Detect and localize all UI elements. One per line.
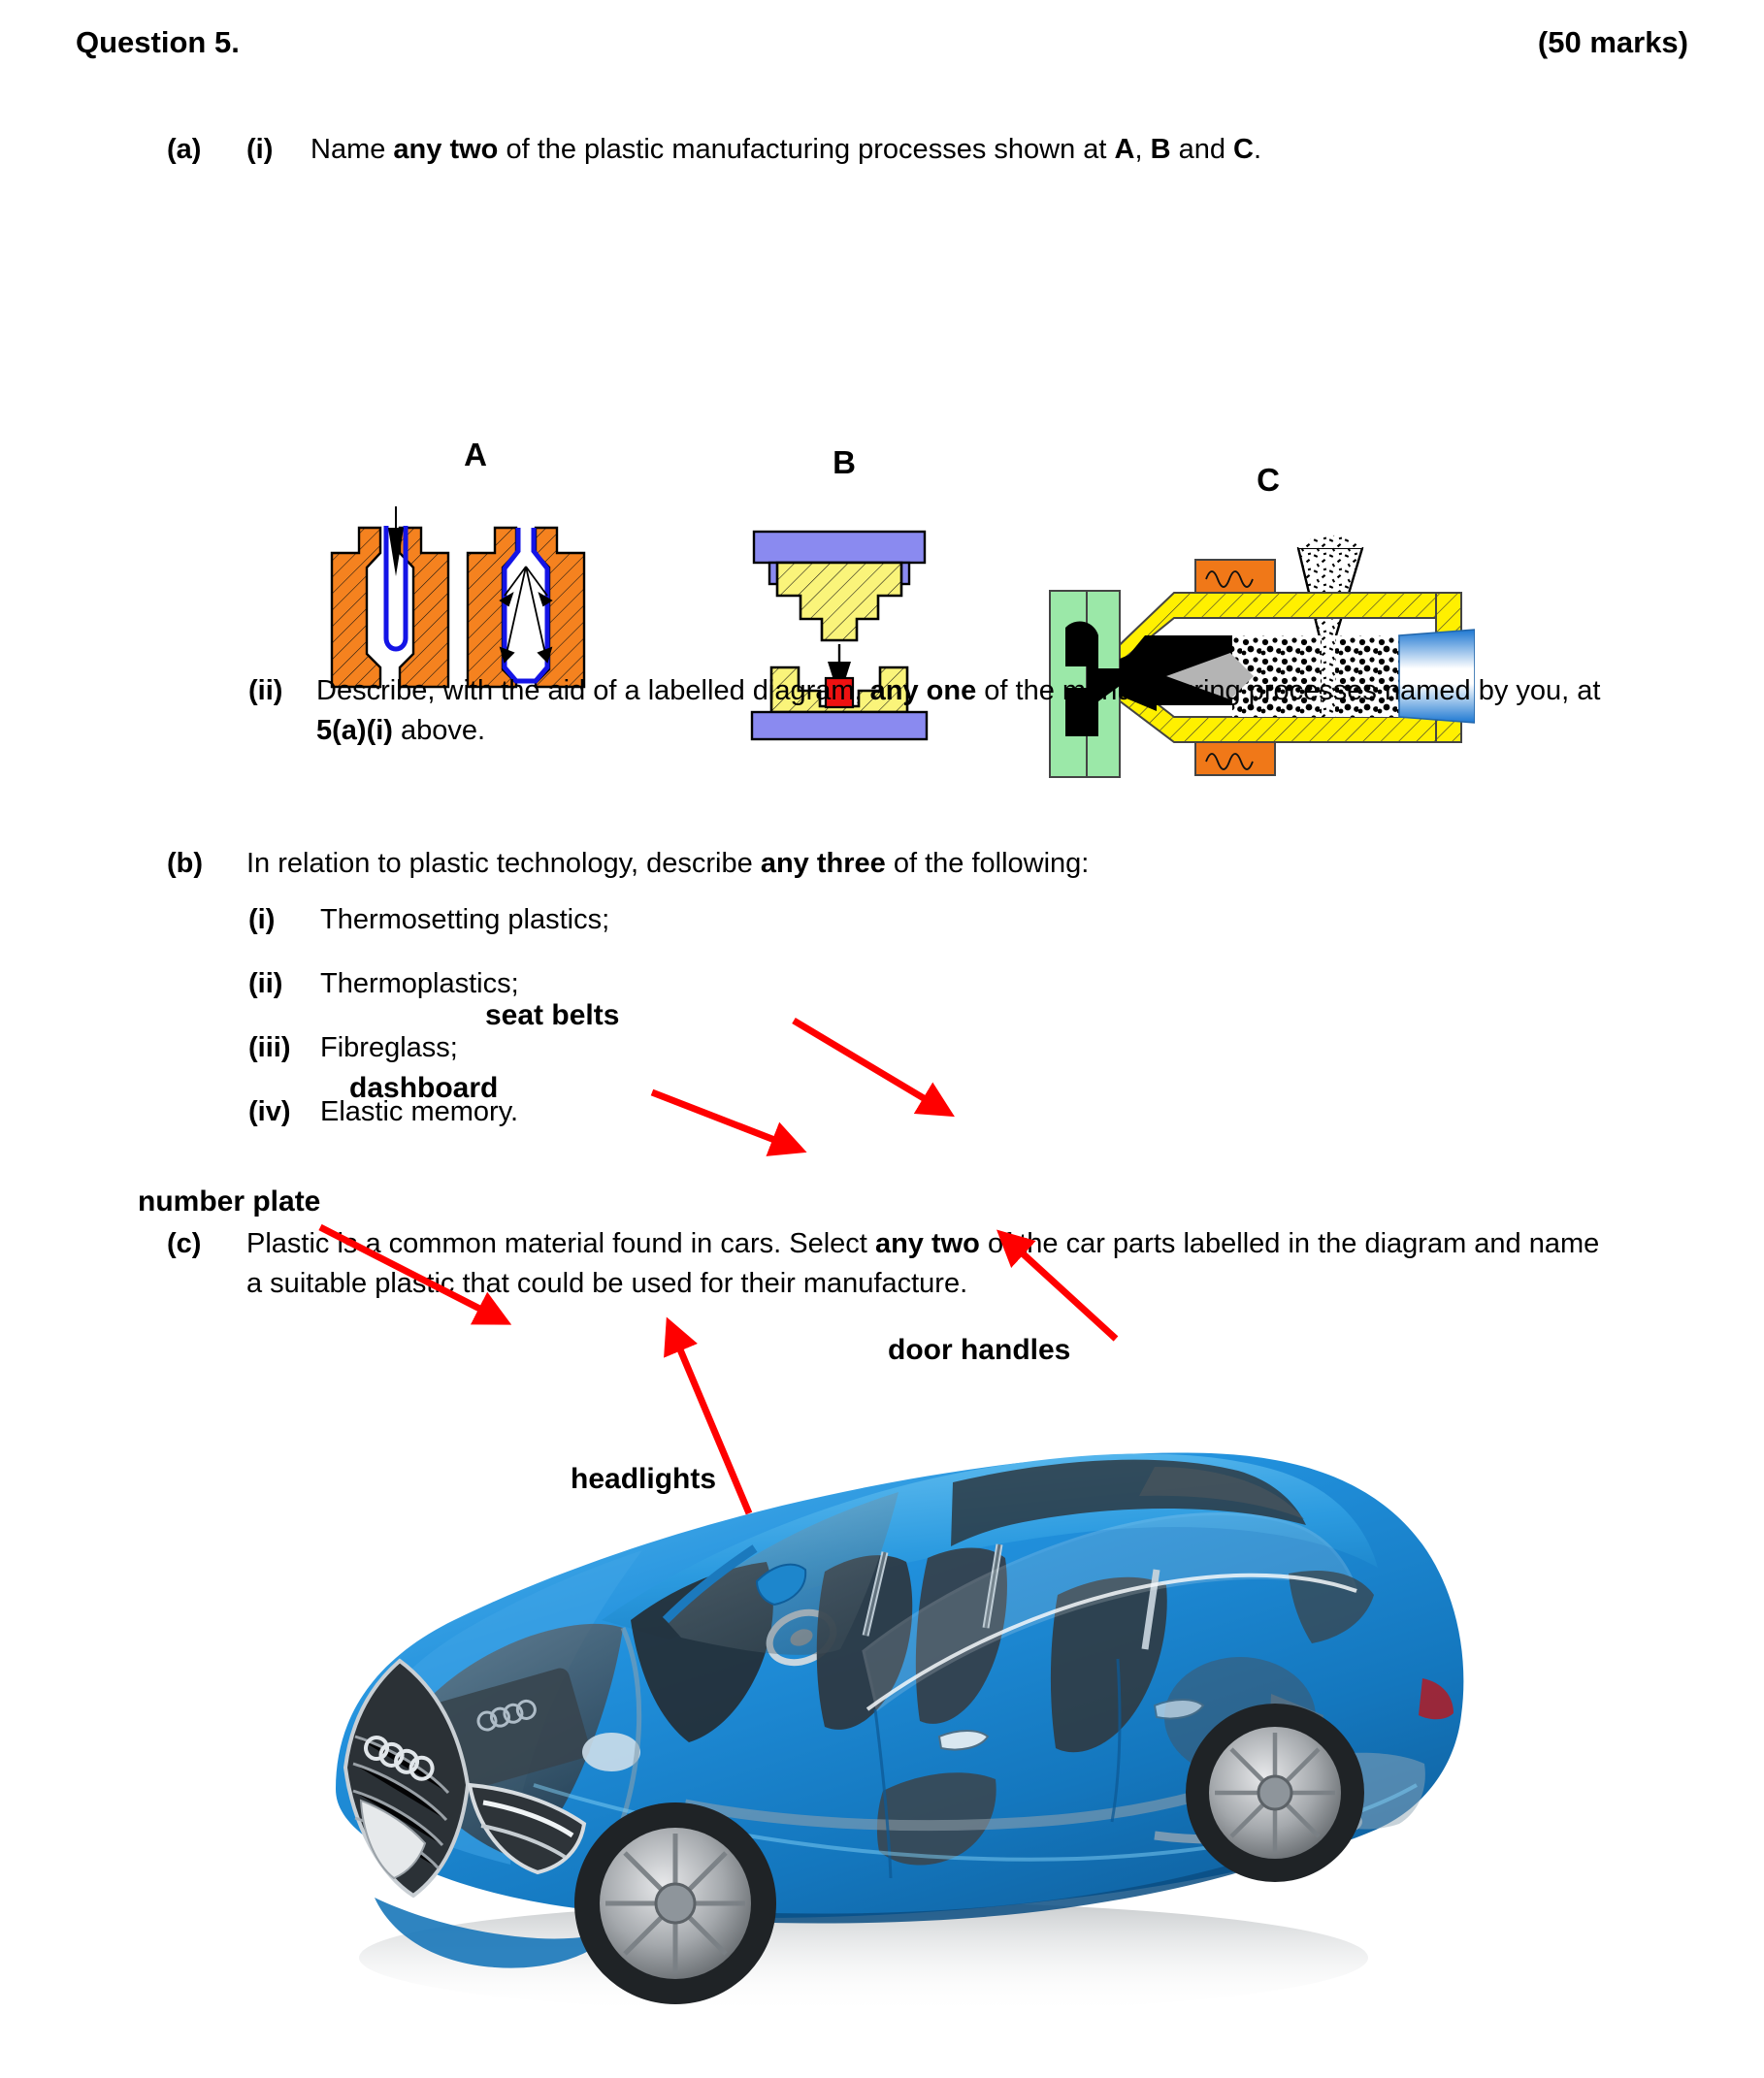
part-b-item-iii-roman: (iii)	[248, 1032, 291, 1063]
upper-platen	[754, 532, 925, 563]
question-a-ii	[248, 671, 1626, 751]
diagram-label-a: A	[464, 437, 487, 472]
question-a-i	[167, 130, 1603, 170]
marks-label: (50 marks)	[1537, 25, 1688, 59]
diagram-label-c: C	[1257, 462, 1280, 498]
question-title: Question 5.	[76, 25, 240, 59]
car-label-headlights: headlights	[571, 1463, 717, 1495]
car-cutaway-diagram	[146, 1329, 1659, 2066]
leader-seat-belts	[794, 1021, 948, 1113]
part-b-item-iv	[248, 1096, 609, 1160]
upper-die	[777, 563, 901, 640]
part-a-marker: (a)	[167, 134, 202, 165]
heater-band-top	[1195, 560, 1275, 593]
front-wheel	[574, 1802, 776, 2004]
part-a-i-roman: (i)	[246, 134, 274, 165]
part-a-ii-text: Describe, with the aid of a labelled diagram, any one of the manufacturing processes named by you, at 5(a)(i) above.	[316, 675, 1601, 747]
part-b-item-i-label: Thermosetting plastics;	[320, 904, 610, 935]
part-a-ii-roman: (ii)	[248, 675, 283, 706]
part-b-item-list	[248, 904, 609, 1160]
diagram-label-b: B	[833, 444, 856, 480]
part-b-item-iv-label: Elastic memory.	[320, 1096, 519, 1127]
part-c-text: Plastic is a common material found in cars. Select any two of the car parts labelled in the diagram and name a suitable plastic that could be used for their manufacture.	[246, 1228, 1600, 1300]
part-c-marker: (c)	[167, 1228, 202, 1259]
car-label-seat-belts: seat belts	[485, 999, 620, 1031]
part-b-item-ii-label: Thermoplastics;	[320, 968, 519, 999]
car-label-number-plate: number plate	[138, 1185, 321, 1218]
air-inlet-arrow	[388, 506, 404, 576]
part-b-item-iv-roman: (iv)	[248, 1096, 291, 1127]
part-b-item-i-roman: (i)	[248, 904, 276, 935]
process-diagrams	[0, 215, 1764, 642]
car-label-dashboard: dashboard	[349, 1072, 499, 1104]
expansion-arrows	[501, 567, 551, 662]
question-c	[167, 1224, 1622, 1304]
part-b-item-i	[248, 904, 609, 968]
rear-wheel	[1186, 1704, 1364, 1882]
part-a-i-text: Name any two of the plastic manufacturing processes shown at A, B and C.	[310, 134, 1262, 165]
car-label-door-handles: door handles	[888, 1334, 1071, 1366]
mould-open-left	[332, 528, 448, 687]
part-b-item-iii-label: Fibreglass;	[320, 1032, 458, 1063]
leader-dashboard	[652, 1092, 800, 1150]
part-b-marker: (b)	[167, 848, 204, 879]
page-header	[76, 25, 1688, 60]
part-b-item-ii-roman: (ii)	[248, 968, 283, 999]
part-b-text: In relation to plastic technology, describe any three of the following:	[246, 848, 1090, 879]
injection-moulding-diagram	[1048, 521, 1475, 812]
question-b	[167, 844, 1428, 884]
mould-closed-right	[468, 528, 584, 687]
